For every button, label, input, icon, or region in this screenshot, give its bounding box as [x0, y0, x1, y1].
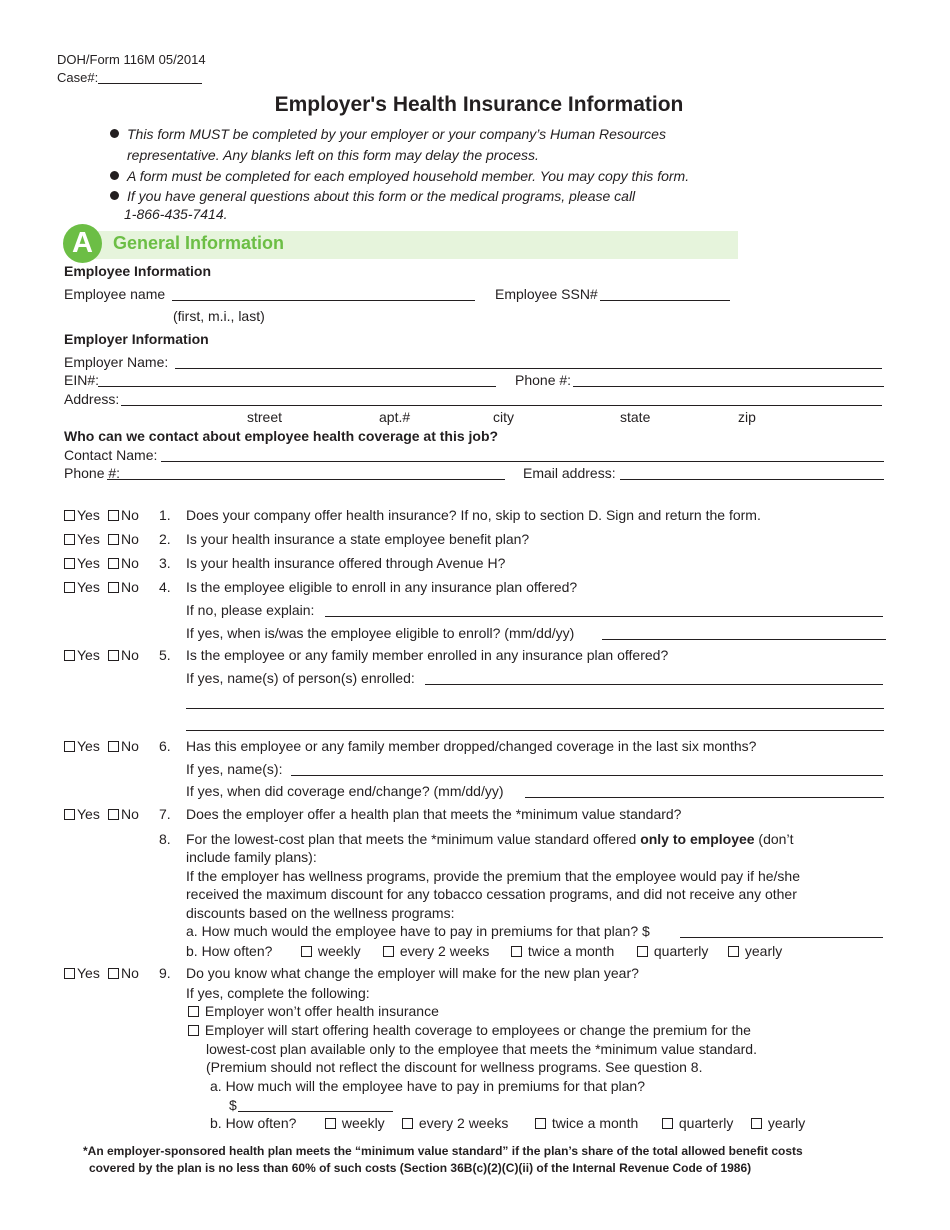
instruction-text: If you have general questions about this form or the medical programs, please call	[127, 188, 636, 204]
q8-text-line: include family plans):	[186, 849, 317, 865]
option-label: yearly	[767, 1115, 806, 1131]
q5-names-label: If yes, name(s) of person(s) enrolled:	[186, 670, 415, 686]
q4-explain-label: If no, please explain:	[186, 602, 315, 618]
checkbox-icon	[728, 946, 739, 957]
q8-twice-a-month-checkbox[interactable]	[511, 942, 614, 960]
q2-number: 2.	[159, 531, 171, 547]
q8-number: 8.	[159, 831, 171, 847]
employer-info-heading: Employer Information	[64, 331, 209, 347]
case-number-field[interactable]	[98, 83, 202, 84]
q6-date-label: If yes, when did coverage end/change? (mm/dd/yy)	[186, 783, 504, 799]
dollar-sign: $	[229, 1097, 237, 1113]
q9a-premium-field[interactable]	[238, 1111, 393, 1112]
q1-text: Does your company offer health insurance? If no, skip to section D. Sign and return the form.	[186, 507, 761, 523]
q1-yes-checkbox[interactable]	[64, 506, 100, 524]
no-label: No	[121, 555, 139, 571]
yes-label: Yes	[77, 531, 100, 547]
q8-text-part: (don’t	[754, 831, 794, 847]
q8-weekly-checkbox[interactable]	[301, 942, 361, 960]
yes-label: Yes	[77, 806, 100, 822]
name-hint: (first, m.i., last)	[173, 308, 265, 324]
employer-phone-field[interactable]	[573, 386, 884, 387]
checkbox-icon	[108, 809, 119, 820]
checkbox-icon	[64, 741, 75, 752]
q6-text: Has this employee or any family member dropped/changed coverage in the last six months?	[186, 738, 757, 754]
q9-no-checkbox[interactable]	[108, 964, 139, 982]
q8a-label: a. How much would the employee have to pay in premiums for that plan? $	[186, 923, 650, 939]
employee-name-label: Employee name	[64, 286, 166, 302]
checkbox-icon	[64, 510, 75, 521]
address-field[interactable]	[121, 405, 882, 406]
address-street-hint: street	[247, 409, 283, 425]
q9-quarterly-checkbox[interactable]	[662, 1114, 733, 1132]
employee-ssn-field[interactable]	[600, 300, 730, 301]
ein-label: EIN#:	[64, 372, 100, 388]
checkbox-icon	[751, 1118, 762, 1129]
q4-eligible-date-label: If yes, when is/was the employee eligible to enroll? (mm/dd/yy)	[186, 625, 575, 641]
instruction-text: A form must be completed for each employed household member. You may copy this form.	[127, 168, 690, 184]
footnote: covered by the plan is no less than 60% of such costs (Section 36B(c)(2)(C)(ii) of the Internal Revenue Code of 1986)	[89, 1161, 752, 1175]
option-label: quarterly	[678, 1115, 734, 1131]
q6-names-field[interactable]	[291, 775, 883, 776]
yes-label: Yes	[77, 507, 100, 523]
q5-number: 5.	[159, 647, 171, 663]
q4-yes-checkbox[interactable]	[64, 578, 100, 596]
case-label: Case#:	[57, 70, 99, 85]
email-field[interactable]	[620, 479, 884, 480]
checkbox-icon	[108, 650, 119, 661]
q9-number: 9.	[159, 965, 171, 981]
checkbox-icon	[301, 946, 312, 957]
employee-info-heading: Employee Information	[64, 263, 212, 279]
q5-names-field-line-2[interactable]	[186, 708, 884, 709]
option-label: twice a month	[527, 943, 615, 959]
q9b-label: b. How often?	[210, 1115, 297, 1131]
option-label: every 2 weeks	[418, 1115, 509, 1131]
contact-phone-label: Phone #:	[64, 465, 121, 481]
checkbox-icon	[64, 809, 75, 820]
no-label: No	[121, 647, 139, 663]
q8-text-emphasis: only to employee	[640, 831, 755, 847]
option-label: every 2 weeks	[399, 943, 490, 959]
checkbox-icon	[662, 1118, 673, 1129]
option-label: Employer will start offering health coverage to employees or change the premium for the	[204, 1022, 751, 1038]
q8-quarterly-checkbox[interactable]	[637, 942, 708, 960]
no-label: No	[121, 965, 139, 981]
bullet-icon	[110, 171, 119, 180]
contact-name-label: Contact Name:	[64, 447, 158, 463]
q3-no-checkbox[interactable]	[108, 554, 139, 572]
checkbox-icon	[64, 558, 75, 569]
checkbox-icon	[188, 1006, 199, 1017]
checkbox-icon	[64, 968, 75, 979]
checkbox-icon	[188, 1025, 199, 1036]
yes-label: Yes	[77, 647, 100, 663]
q9-instruction: If yes, complete the following:	[186, 985, 370, 1001]
q7-text: Does the employer offer a health plan that meets the *minimum value standard?	[186, 806, 682, 822]
address-state-hint: state	[620, 409, 651, 425]
yes-label: Yes	[77, 555, 100, 571]
ein-field[interactable]	[98, 386, 496, 387]
q4-explain-field[interactable]	[325, 616, 883, 617]
section-letter-badge: A	[63, 224, 102, 263]
checkbox-icon	[64, 582, 75, 593]
employee-name-field[interactable]	[172, 300, 475, 301]
option-label: Employer won’t offer health insurance	[204, 1003, 439, 1019]
q9-option-text-line: lowest-cost plan available only to the employee that meets the *minimum value standard.	[206, 1041, 757, 1057]
q6-number: 6.	[159, 738, 171, 754]
q6-no-checkbox[interactable]	[108, 737, 139, 755]
q8-yearly-checkbox[interactable]	[728, 942, 782, 960]
q1-number: 1.	[159, 507, 171, 523]
q8-text	[186, 830, 793, 848]
q5-names-field-line-3[interactable]	[186, 730, 884, 731]
q7-yes-checkbox[interactable]	[64, 805, 100, 823]
address-zip-hint: zip	[738, 409, 756, 425]
q5-names-field[interactable]	[425, 684, 883, 685]
q1-no-checkbox[interactable]	[108, 506, 139, 524]
contact-heading: Who can we contact about employee health coverage at this job?	[64, 428, 499, 444]
option-label: weekly	[317, 943, 361, 959]
q9-weekly-checkbox[interactable]	[325, 1114, 385, 1132]
bullet-icon	[110, 129, 119, 138]
option-label: twice a month	[551, 1115, 639, 1131]
q8b-label: b. How often?	[186, 943, 273, 959]
q9-change-coverage-checkbox[interactable]	[188, 1021, 751, 1039]
page-title: Employer's Health Insurance Information	[274, 93, 684, 116]
q6-names-label: If yes, name(s):	[186, 761, 283, 777]
q5-no-checkbox[interactable]	[108, 646, 139, 664]
email-label: Email address:	[523, 465, 616, 481]
q4-no-checkbox[interactable]	[108, 578, 139, 596]
q3-number: 3.	[159, 555, 171, 571]
checkbox-icon	[108, 582, 119, 593]
q6-yes-checkbox[interactable]	[64, 737, 100, 755]
option-label: weekly	[341, 1115, 385, 1131]
footnote: *An employer-sponsored health plan meets the “minimum value standard” if the plan’s share of the total allowed benefit costs	[83, 1144, 803, 1158]
phone-number: 1-866-435-7414.	[124, 206, 228, 222]
checkbox-icon	[535, 1118, 546, 1129]
q8-every-2-weeks-checkbox[interactable]	[383, 942, 489, 960]
q4-text: Is the employee eligible to enroll in any insurance plan offered?	[186, 579, 578, 595]
employee-ssn-label: Employee SSN#	[495, 286, 598, 302]
checkbox-icon	[64, 534, 75, 545]
no-label: No	[121, 531, 139, 547]
checkbox-icon	[402, 1118, 413, 1129]
contact-phone-field[interactable]	[107, 479, 505, 480]
q2-text: Is your health insurance a state employee benefit plan?	[186, 531, 530, 547]
checkbox-icon	[325, 1118, 336, 1129]
q5-text: Is the employee or any family member enrolled in any insurance plan offered?	[186, 647, 669, 663]
q7-no-checkbox[interactable]	[108, 805, 139, 823]
q7-number: 7.	[159, 806, 171, 822]
q9-yes-checkbox[interactable]	[64, 964, 100, 982]
q8-text-line: received the maximum discount for any tobacco cessation programs, and did not receive any other	[186, 886, 797, 902]
q2-no-checkbox[interactable]	[108, 530, 139, 548]
instruction-text: representative. Any blanks left on this form may delay the process.	[127, 147, 539, 163]
employer-name-label: Employer Name:	[64, 354, 169, 370]
yes-label: Yes	[77, 579, 100, 595]
q2-yes-checkbox[interactable]	[64, 530, 100, 548]
q4-number: 4.	[159, 579, 171, 595]
q9-no-insurance-checkbox[interactable]	[188, 1002, 439, 1020]
q8a-premium-field[interactable]	[680, 937, 883, 938]
contact-name-field[interactable]	[161, 461, 884, 462]
q9-text: Do you know what change the employer will make for the new plan year?	[186, 965, 639, 981]
q9-every-2-weeks-checkbox[interactable]	[402, 1114, 508, 1132]
q3-yes-checkbox[interactable]	[64, 554, 100, 572]
q3-text: Is your health insurance offered through Avenue H?	[186, 555, 506, 571]
checkbox-icon	[511, 946, 522, 957]
q9a-label: a. How much will the employee have to pay in premiums for that plan?	[210, 1078, 645, 1094]
checkbox-icon	[108, 558, 119, 569]
address-city-hint: city	[493, 409, 514, 425]
q6-date-field[interactable]	[525, 797, 884, 798]
q8-text-part: For the lowest-cost plan that meets the *minimum value standard offered	[186, 831, 641, 847]
checkbox-icon	[108, 510, 119, 521]
address-label: Address:	[64, 391, 120, 407]
q9-twice-a-month-checkbox[interactable]	[535, 1114, 638, 1132]
q9-option-text-line: (Premium should not reflect the discount for wellness programs. See question 8.	[206, 1059, 703, 1075]
checkbox-icon	[108, 968, 119, 979]
checkbox-icon	[383, 946, 394, 957]
employer-name-field[interactable]	[175, 368, 882, 369]
yes-label: Yes	[77, 965, 100, 981]
no-label: No	[121, 579, 139, 595]
q8-text-line: If the employer has wellness programs, provide the premium that the employee would pay if he/she	[186, 868, 800, 884]
q5-yes-checkbox[interactable]	[64, 646, 100, 664]
option-label: yearly	[744, 943, 783, 959]
q8-text-line: discounts based on the wellness programs:	[186, 905, 455, 921]
q4-eligible-date-field[interactable]	[602, 639, 886, 640]
checkbox-icon	[108, 741, 119, 752]
yes-label: Yes	[77, 738, 100, 754]
option-label: quarterly	[653, 943, 709, 959]
instruction-text: This form MUST be completed by your employer or your company’s Human Resources	[127, 126, 666, 142]
no-label: No	[121, 806, 139, 822]
section-title: General Information	[113, 233, 285, 253]
no-label: No	[121, 738, 139, 754]
employer-phone-label: Phone #:	[515, 372, 572, 388]
no-label: No	[121, 507, 139, 523]
form-id: DOH/Form 116M 05/2014	[57, 52, 206, 67]
checkbox-icon	[108, 534, 119, 545]
checkbox-icon	[64, 650, 75, 661]
q9-yearly-checkbox[interactable]	[751, 1114, 805, 1132]
address-apt-hint: apt.#	[379, 409, 411, 425]
checkbox-icon	[637, 946, 648, 957]
bullet-icon	[110, 191, 119, 200]
